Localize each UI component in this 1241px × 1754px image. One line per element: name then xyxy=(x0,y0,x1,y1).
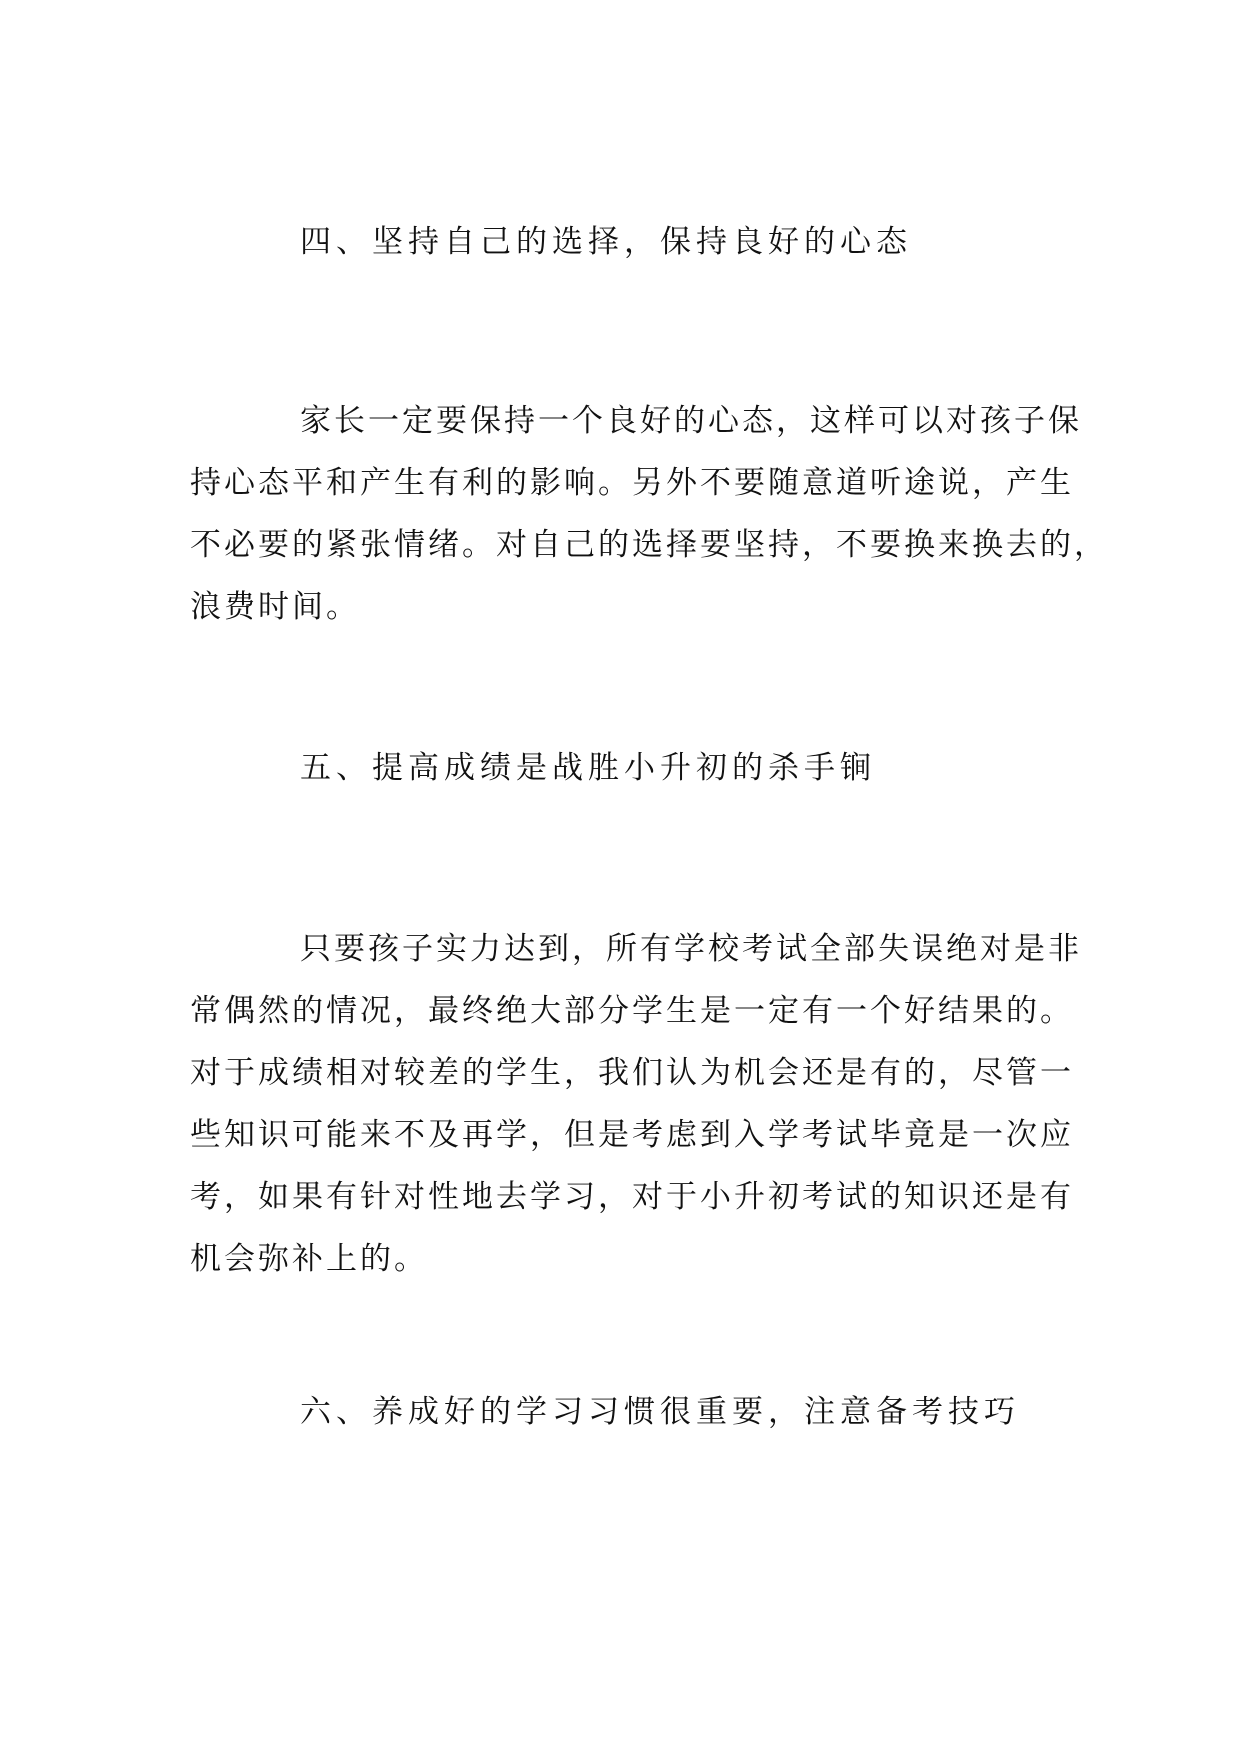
paragraph-line: 常偶然的情况，最终绝大部分学生是一定有一个好结果的。 xyxy=(190,993,1074,1029)
section-paragraph-4 xyxy=(190,390,1108,638)
paragraph-line: 持心态平和产生有利的影响。另外不要随意道听途说，产生 xyxy=(190,465,1074,501)
paragraph-line: 不必要的紧张情绪。对自己的选择要坚持，不要换来换去的， xyxy=(190,527,1108,563)
section-paragraph-5 xyxy=(190,918,1082,1290)
section-heading-6: 六、养成好的学习习惯很重要，注意备考技巧 xyxy=(300,1394,1020,1430)
paragraph-line: 机会弥补上的。 xyxy=(190,1241,428,1277)
paragraph-line: 对于成绩相对较差的学生，我们认为机会还是有的，尽管一 xyxy=(190,1055,1074,1091)
paragraph-line: 浪费时间。 xyxy=(190,589,360,625)
paragraph-line: 些知识可能来不及再学，但是考虑到入学考试毕竟是一次应 xyxy=(190,1117,1074,1153)
section-heading-4: 四、坚持自己的选择，保持良好的心态 xyxy=(300,224,912,260)
paragraph-line: 只要孩子实力达到，所有学校考试全部失误绝对是非 xyxy=(300,931,1082,967)
paragraph-line: 家长一定要保持一个良好的心态，这样可以对孩子保 xyxy=(300,403,1082,439)
paragraph-line: 考，如果有针对性地去学习，对于小升初考试的知识还是有 xyxy=(190,1179,1074,1215)
section-heading-5: 五、提高成绩是战胜小升初的杀手锏 xyxy=(300,750,876,786)
